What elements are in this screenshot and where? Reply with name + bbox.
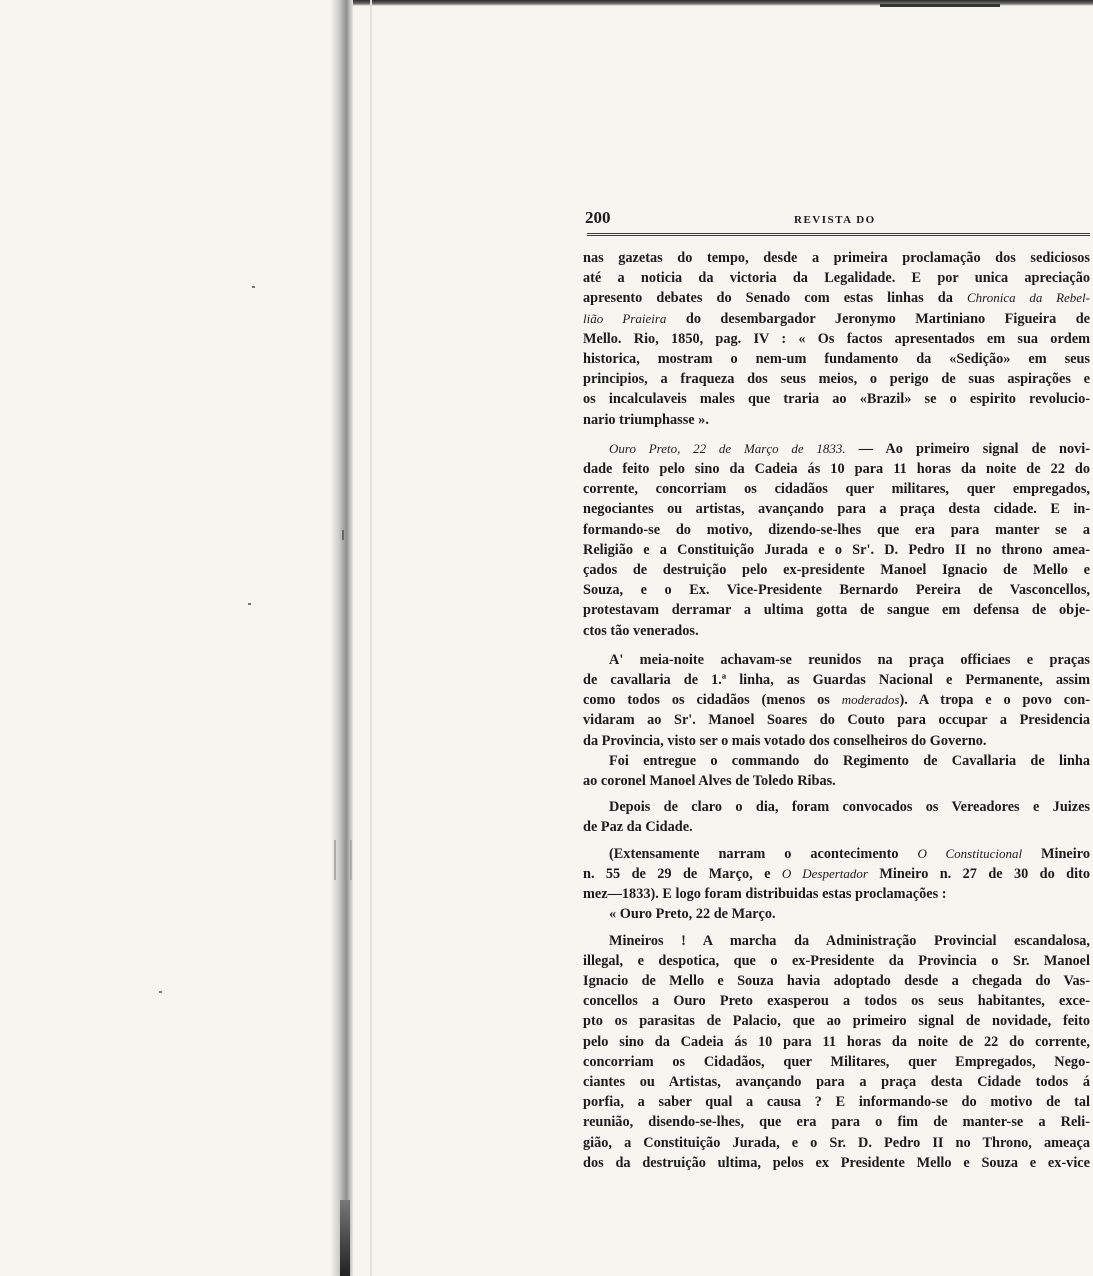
text-line: corrente, concorriam os cidadãos quer militares, quer empregados, [583,481,1090,498]
paragraph-depois-end [583,817,1090,837]
margin-mark [342,530,350,540]
text-line: Religião e a Constituição Jurada e o Sr'. D. Pedro II no throno amea- [583,541,1090,558]
spine-dark-corner [340,1200,350,1276]
text-line: ao coronel Manoel Alves de Toledo Ribas. [583,773,836,790]
text-line: historica, mostram o nem-um fundamento da «Sedição» em seus [583,351,1090,368]
text-line: Mineiros ! A marcha da Administração Provincial escandalosa, [609,932,1090,949]
paragraph-commando [583,751,1090,771]
text-line: dos da destruição ultima, pelos ex Presidente Mello e Souza e ex-vice [583,1154,1090,1171]
paragraph-depois [583,797,1090,817]
italic-title: Chronica da Rebel- [966,290,1090,306]
text-line: gião, a Constituição Jurada, e o Sr. D. Pedro II no Throno, ameaça [583,1134,1090,1151]
text-line: pto os parasitas de Palacio, que ao primeiro signal de novidade, feito [583,1013,1090,1030]
text-line: nas gazetas do tempo, desde a primeira proclamação dos sediciosos [583,250,1090,266]
paragraph-ouro-preto-end [583,621,1090,641]
page-number: 200 [585,208,611,227]
text-line: formando-se do motivo, dizendo-se-lhes que era para manter se a [583,521,1090,538]
header-rule [587,233,1090,236]
paragraph-meia-noite-end [583,731,1090,751]
italic-word: moderados [841,692,900,708]
text-line: nario triumphasse ». [583,411,709,428]
text-line: porfia, a saber qual a causa ? E informando-se do motivo de tal [583,1094,1090,1111]
text-line: illegal, e despotica, que o ex-Presidente da Provincia o Sr. Manoel [583,952,1090,969]
text-line: do desembargador Jeronymo Martiniano Figueira de [666,310,1090,327]
italic-title: lião Praieira [583,310,667,326]
paragraph-extensamente [583,844,1090,884]
text-line: n. 55 de 29 de Março, e [583,865,782,882]
text-line: negociantes ou artistas, avançando para a praça desta cidade. E in- [583,501,1090,518]
text-line: concellos a Ouro Preto exasperou a todos os seus habitantes, exce- [583,993,1090,1010]
running-title: REVISTA DO [794,214,876,226]
body-text [583,248,1090,1173]
text-line: pelo sino da Cadeia ás 10 para 11 horas da noite de 22 do corrente, [583,1033,1090,1050]
running-head [583,206,1090,230]
paragraph-mineiros [583,931,1090,1173]
text-line: mez—1833). E logo foram distribuidas estas proclamações : [583,886,947,903]
text-line: apresento debates do Senado com estas linhas da [583,290,967,307]
gutter-fold [370,0,372,1276]
text-line: çados de destruição pelo ex-presidente Manoel Ignacio de Mello e [583,562,1090,579]
text-line: Ignacio de Mello e Souza havia adoptado desde a chegada do Vas- [583,972,1090,989]
paragraph-extensamente-end [583,884,1090,904]
dust-speck [159,991,162,993]
dust-speck [248,603,251,605]
dust-speck [252,286,255,288]
text-line: ). A tropa e o povo con- [899,692,1090,709]
text-line: A' meia-noite achavam-se reunidos na praça officiaes e praças [609,651,1090,668]
text-line: ctos tão venerados. [583,622,699,639]
text-line: Mineiro [1022,845,1090,862]
text-line: de cavallaria de 1.ª linha, as Guardas Nacional e Permanente, assim [583,672,1090,689]
scan-streak [880,4,1000,7]
text-line: « Ouro Preto, 22 de Março. [609,906,776,923]
text-line: ciantes ou Artistas, avançando para a praça desta Cidade todos á [583,1073,1090,1090]
book-page [583,206,1090,1173]
text-line: Souza, e o Ex. Vice-Presidente Bernardo Pereira de Vasconcellos, [583,582,1090,599]
text-line: protestavam derramar a ultima gotta de sangue em defensa de obje- [583,602,1090,619]
text-line: dade feito pelo sino da Cadeia ás 10 para 11 horas da noite de 22 do [583,461,1090,478]
text-line: Depois de claro o dia, foram convocados os Vereadores e Juizes [609,799,1090,816]
text-line: Foi entregue o commando do Regimento de Cavallaria de linha [609,752,1090,769]
text-line: até a noticia da victoria da Legalidade. E por unica apreciação [583,270,1090,287]
paragraph-commando-end [583,771,1090,791]
italic-title: O Constitucional [917,845,1023,861]
paragraph-ouro-preto [583,439,1090,621]
text-line: reunião, disendo-se-lhes, que era para o fim de manter-se a Reli- [583,1114,1090,1131]
italic-title: O Despertador [781,865,868,881]
text-line: — Ao primeiro signal de novi- [845,440,1090,457]
proclamation-dateline [583,904,1090,924]
text-line: vidaram ao Sr'. Manoel Soares do Couto para occupar a Presidencia [583,712,1090,729]
paragraph-gazetas [583,248,1090,410]
text-line: os incalculaveis males que traria ao «Brazil» se o espirito revolucio- [583,391,1090,408]
margin-bleed-through [334,840,352,880]
italic-dateline: Ouro Preto, 22 de Março de 1833. [609,440,846,456]
paragraph-gazetas-end [583,410,1090,430]
text-line: Mello. Rio, 1850, pag. IV : « Os factos apresentados em sua ordem [583,330,1090,347]
text-line: como todos os cidadãos (menos os [583,692,842,709]
text-line: concorriam os Cidadãos, quer Militares, quer Empregados, Nego- [583,1053,1090,1070]
text-line: de Paz da Cidade. [583,819,693,836]
paragraph-meia-noite [583,650,1090,731]
book-spine-shadow [331,0,353,1276]
text-line: (Extensamente narram o acontecimento [609,845,918,862]
text-line: da Provincia, visto ser o mais votado dos conselheiros do Governo. [583,732,987,749]
text-line: principios, a fraqueza dos seus meios, o perigo de suas aspirações e [583,371,1090,388]
text-line: Mineiro n. 27 de 30 do dito [867,865,1090,882]
